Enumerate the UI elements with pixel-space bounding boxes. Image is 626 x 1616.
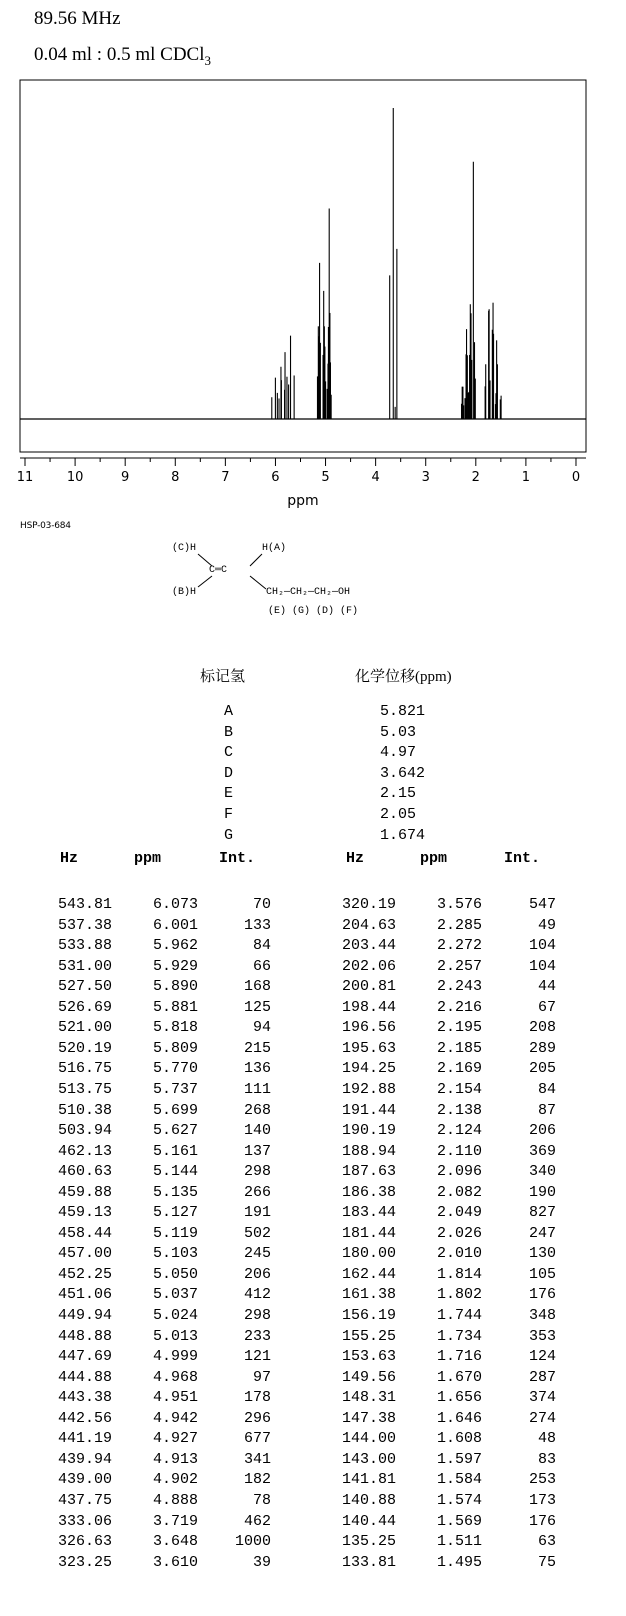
peak-cell-hz-left: 462.13 [57, 1142, 112, 1160]
h-b-label: (B)H [172, 587, 197, 598]
peak-cell-ppm-left: 5.127 [152, 1204, 198, 1222]
peak-cell-hz-right: 183.44 [341, 1204, 396, 1222]
spectrometer-frequency: 89.56 MHz [34, 8, 121, 29]
peak-cell-int-right: 547 [528, 896, 556, 913]
peak-cell-hz-left: 521.00 [57, 1019, 112, 1037]
peak-cell-hz-right: 135.25 [341, 1533, 396, 1551]
tick-layer [17, 458, 580, 485]
peak-cell-hz-right: 196.56 [341, 1019, 396, 1037]
peak-cell-hz-right: 198.44 [341, 998, 396, 1016]
peak-cell-hz-right: 147.38 [341, 1409, 396, 1427]
peak-cell-int-right: 84 [537, 1080, 556, 1098]
peak-cell-int-left: 298 [243, 1163, 271, 1181]
peak-cell-int-left: 97 [252, 1368, 271, 1386]
peak-row [0, 1266, 626, 1287]
peak-cell-int-left: 233 [243, 1327, 271, 1345]
peak-cell-hz-left: 451.06 [57, 1286, 112, 1304]
peak-cell-int-right: 130 [528, 1245, 556, 1263]
peak-cell-int-left: 502 [243, 1224, 271, 1242]
assignment-shift: 5.03 [380, 723, 417, 741]
x-tick-label: 11 [16, 470, 34, 485]
peak-cell-ppm-left: 5.929 [152, 957, 198, 975]
peak-cell-ppm-left: 5.809 [152, 1039, 198, 1057]
peak-cell-hz-left: 441.19 [57, 1430, 112, 1448]
chain-position-labels: (E) (G) (D) (F) [268, 606, 359, 617]
peak-cell-ppm-right: 2.124 [436, 1122, 482, 1140]
peak-cell-ppm-right: 1.608 [436, 1430, 482, 1448]
assignment-shift: 2.15 [380, 785, 417, 803]
peak-cell-ppm-right: 1.670 [436, 1368, 482, 1386]
assignment-label: C [224, 744, 234, 762]
peak-cell-ppm-right: 2.285 [436, 916, 482, 934]
peak-cell-ppm-left: 5.103 [152, 1245, 198, 1263]
peak-cell-int-left: 133 [243, 916, 271, 934]
peak-cell-int-right: 247 [528, 1224, 556, 1242]
peak-table-header [0, 850, 626, 870]
bond-chain [250, 576, 266, 589]
peak-cell-int-right: 63 [537, 1533, 556, 1551]
peak-layer [272, 108, 501, 419]
peak-cell-ppm-right: 1.744 [436, 1307, 482, 1324]
peak-cell-ppm-right: 3.576 [436, 896, 482, 913]
peak-row [0, 937, 626, 958]
peak-cell-hz-right: 191.44 [341, 1101, 396, 1119]
peak-cell-ppm-left: 3.719 [152, 1512, 198, 1530]
peak-cell-int-right: 369 [528, 1142, 556, 1160]
assignment-label: F [224, 806, 234, 823]
x-tick-label: 0 [571, 470, 581, 485]
peak-row [0, 978, 626, 999]
peak-cell-int-left: 191 [243, 1204, 271, 1222]
peak-cell-int-right: 176 [528, 1512, 556, 1530]
peak-cell-ppm-left: 4.927 [152, 1430, 198, 1448]
peak-row [0, 1410, 626, 1431]
solvent-text: 0.04 ml : 0.5 ml CDCl [34, 44, 205, 65]
peak-cell-hz-right: 156.19 [341, 1307, 396, 1324]
peak-cell-hz-left: 510.38 [57, 1101, 112, 1119]
peak-cell-hz-left: 443.38 [57, 1389, 112, 1407]
peak-row [0, 1492, 626, 1513]
peak-cell-int-right: 83 [537, 1450, 556, 1468]
peak-cell-ppm-right: 2.154 [436, 1080, 482, 1098]
peak-cell-hz-left: 447.69 [57, 1348, 112, 1366]
peak-row [0, 1430, 626, 1451]
peak-cell-int-right: 827 [528, 1204, 556, 1222]
peak-cell-int-left: 178 [243, 1389, 271, 1407]
x-tick-label: 1 [521, 470, 531, 485]
peak-cell-ppm-right: 2.138 [436, 1101, 482, 1119]
peak-cell-ppm-left: 5.962 [152, 937, 198, 955]
peak-cell-hz-right: 203.44 [341, 937, 396, 955]
peak-cell-int-left: 677 [243, 1430, 271, 1448]
assignment-label: B [224, 723, 234, 741]
peak-cell-hz-right: 187.63 [341, 1163, 396, 1181]
peak-cell-int-left: 298 [243, 1307, 271, 1324]
peak-row [0, 896, 626, 917]
peak-cell-int-left: 1000 [234, 1533, 271, 1551]
peak-cell-int-left: 215 [243, 1039, 271, 1057]
peak-cell-hz-right: 141.81 [341, 1471, 396, 1489]
x-tick-label: 5 [321, 470, 330, 485]
peak-cell-hz-left: 448.88 [57, 1327, 112, 1345]
peak-cell-int-right: 353 [528, 1327, 556, 1345]
peak-cell-int-right: 49 [537, 916, 556, 934]
peak-cell-hz-right: 195.63 [341, 1039, 396, 1057]
peak-cell-hz-right: 204.63 [341, 916, 396, 934]
peak-row [0, 999, 626, 1020]
peak-cell-hz-left: 439.00 [57, 1471, 112, 1489]
peak-cell-ppm-right: 1.734 [436, 1327, 482, 1345]
assignment-label: D [224, 764, 234, 782]
peak-cell-hz-right: 140.88 [341, 1491, 396, 1509]
peak-cell-ppm-left: 5.037 [152, 1286, 198, 1304]
peak-cell-hz-left: 449.94 [57, 1307, 112, 1324]
peak-row [0, 1143, 626, 1164]
x-tick-label: 10 [66, 470, 84, 485]
spectrum-code: HSP-03-684 [20, 521, 71, 531]
peak-cell-ppm-left: 4.888 [152, 1491, 198, 1509]
peak-row [0, 1348, 626, 1369]
peak-cell-int-left: 245 [243, 1245, 271, 1263]
chain-label: CH₂—CH₂—CH₂—OH [266, 587, 351, 598]
peak-cell-ppm-right: 2.195 [436, 1019, 482, 1037]
peak-cell-int-right: 104 [528, 937, 556, 955]
assignment-shift: 1.674 [380, 826, 426, 844]
peak-cell-ppm-right: 2.026 [436, 1224, 482, 1242]
peak-row [0, 1389, 626, 1410]
peak-cell-ppm-left: 5.135 [152, 1183, 198, 1201]
peak-cell-hz-left: 513.75 [57, 1080, 112, 1098]
peak-cell-ppm-right: 2.010 [436, 1245, 482, 1263]
peak-cell-ppm-right: 1.802 [436, 1286, 482, 1304]
solvent-subscript: 3 [204, 52, 211, 68]
double-bond-label: C═C [209, 565, 228, 576]
peak-cell-int-left: 111 [243, 1080, 271, 1098]
peak-cell-int-right: 253 [528, 1471, 556, 1489]
peak-cell-ppm-left: 5.627 [152, 1122, 198, 1140]
peak-cell-hz-right: 190.19 [341, 1122, 396, 1140]
peak-cell-ppm-left: 3.610 [152, 1553, 198, 1571]
peak-cell-int-left: 140 [243, 1122, 271, 1140]
peak-cell-hz-left: 444.88 [57, 1368, 112, 1386]
peak-cell-ppm-right: 1.597 [436, 1450, 482, 1468]
peak-cell-hz-left: 323.25 [57, 1553, 112, 1571]
assignment-label: G [224, 826, 234, 844]
peak-cell-int-right: 205 [528, 1060, 556, 1078]
peak-cell-int-left: 84 [252, 937, 271, 955]
peak-cell-int-right: 105 [528, 1265, 556, 1283]
peak-cell-int-right: 87 [537, 1101, 556, 1119]
peak-cell-int-right: 340 [528, 1163, 556, 1181]
peak-cell-hz-left: 531.00 [57, 957, 112, 975]
col-int-2: Int. [504, 850, 541, 867]
col-hz-1: Hz [60, 850, 79, 867]
peak-cell-ppm-right: 1.584 [436, 1471, 482, 1489]
peak-cell-hz-right: 149.56 [341, 1368, 396, 1386]
bond-lines [170, 543, 430, 638]
peak-row [0, 1163, 626, 1184]
peak-row [0, 1451, 626, 1472]
peak-row [0, 1369, 626, 1390]
peak-cell-ppm-right: 1.511 [436, 1533, 482, 1551]
peak-row [0, 1019, 626, 1040]
peak-cell-int-left: 94 [252, 1019, 271, 1037]
peak-cell-hz-left: 543.81 [57, 896, 112, 913]
peak-row [0, 1286, 626, 1307]
assignment-shift: 2.05 [380, 806, 417, 823]
peak-cell-int-left: 125 [243, 998, 271, 1016]
peak-cell-ppm-left: 5.818 [152, 1019, 198, 1037]
peak-cell-ppm-left: 4.951 [152, 1389, 198, 1407]
x-tick-label: 3 [421, 470, 430, 485]
col-ppm-1: ppm [134, 850, 162, 867]
peak-cell-hz-right: 144.00 [341, 1430, 396, 1448]
peak-cell-hz-left: 437.75 [57, 1491, 112, 1509]
peak-cell-int-right: 48 [537, 1430, 556, 1448]
peak-cell-hz-left: 537.38 [57, 916, 112, 934]
peak-cell-hz-right: 148.31 [341, 1389, 396, 1407]
peak-cell-ppm-left: 6.001 [152, 916, 198, 934]
h-a-label: H(A) [262, 543, 287, 554]
peak-cell-int-left: 39 [252, 1553, 271, 1571]
x-axis-label: ppm [287, 493, 319, 509]
peak-cell-ppm-right: 1.646 [436, 1409, 482, 1427]
nmr-spectrum-chart [0, 0, 626, 520]
peak-cell-hz-left: 458.44 [57, 1224, 112, 1242]
peak-cell-int-left: 462 [243, 1512, 271, 1530]
peak-cell-hz-left: 439.94 [57, 1450, 112, 1468]
peak-cell-ppm-right: 1.716 [436, 1348, 482, 1366]
peak-cell-int-left: 70 [252, 896, 271, 913]
x-tick-label: 8 [171, 470, 180, 485]
peak-cell-ppm-right: 1.574 [436, 1491, 482, 1509]
x-tick-label: 2 [471, 470, 480, 485]
assignment-label-header: 标记氢 [200, 669, 246, 685]
peak-cell-hz-left: 526.69 [57, 998, 112, 1016]
x-tick-label: 6 [271, 470, 280, 485]
bond-b-h [198, 576, 212, 587]
peak-cell-ppm-left: 5.890 [152, 978, 198, 996]
peak-cell-int-right: 104 [528, 957, 556, 975]
peak-cell-hz-left: 459.88 [57, 1183, 112, 1201]
peak-cell-int-right: 374 [528, 1389, 556, 1407]
peak-cell-int-right: 348 [528, 1307, 556, 1324]
peak-cell-ppm-left: 5.699 [152, 1101, 198, 1119]
peak-row [0, 1122, 626, 1143]
peak-cell-int-right: 173 [528, 1491, 556, 1509]
peak-cell-hz-right: 153.63 [341, 1348, 396, 1366]
peak-cell-ppm-right: 2.082 [436, 1183, 482, 1201]
peak-cell-hz-left: 527.50 [57, 978, 112, 996]
peak-cell-ppm-right: 2.272 [436, 937, 482, 955]
peak-cell-hz-right: 181.44 [341, 1224, 396, 1242]
peak-cell-hz-right: 133.81 [341, 1553, 396, 1571]
peak-cell-hz-left: 326.63 [57, 1533, 112, 1551]
peak-cell-int-right: 206 [528, 1122, 556, 1140]
peak-cell-hz-right: 200.81 [341, 978, 396, 996]
peak-cell-hz-left: 452.25 [57, 1265, 112, 1283]
peak-cell-int-left: 121 [243, 1348, 271, 1366]
peak-cell-hz-right: 202.06 [341, 957, 396, 975]
peak-cell-hz-right: 180.00 [341, 1245, 396, 1263]
assignment-label: A [224, 703, 234, 720]
peak-cell-hz-right: 161.38 [341, 1286, 396, 1304]
peak-cell-int-right: 287 [528, 1368, 556, 1386]
peak-cell-ppm-right: 2.049 [436, 1204, 482, 1222]
peak-cell-hz-left: 516.75 [57, 1060, 112, 1078]
peak-cell-int-right: 75 [537, 1553, 556, 1571]
peak-cell-hz-right: 192.88 [341, 1080, 396, 1098]
assignment-shift: 3.642 [380, 764, 426, 782]
peak-cell-ppm-right: 2.110 [436, 1142, 482, 1160]
peak-cell-hz-left: 442.56 [57, 1409, 112, 1427]
peak-cell-int-left: 182 [243, 1471, 271, 1489]
peak-row [0, 1307, 626, 1328]
peak-row [0, 1184, 626, 1205]
peak-cell-int-right: 67 [537, 998, 556, 1016]
peak-cell-int-left: 78 [252, 1491, 271, 1509]
col-ppm-2: ppm [420, 850, 448, 867]
peak-cell-int-left: 168 [243, 978, 271, 996]
peak-cell-hz-right: 162.44 [341, 1265, 396, 1283]
peak-cell-ppm-left: 3.648 [152, 1533, 198, 1551]
peak-cell-int-right: 124 [528, 1348, 556, 1366]
peak-cell-ppm-left: 4.968 [152, 1368, 198, 1386]
peak-cell-hz-right: 155.25 [341, 1327, 396, 1345]
peak-cell-ppm-left: 5.144 [152, 1163, 198, 1181]
peak-cell-int-left: 266 [243, 1183, 271, 1201]
peak-cell-int-right: 190 [528, 1183, 556, 1201]
bond-a-h [250, 554, 262, 566]
peak-row [0, 958, 626, 979]
peak-cell-hz-left: 457.00 [57, 1245, 112, 1263]
peak-cell-int-left: 66 [252, 957, 271, 975]
x-tick-label: 7 [221, 470, 230, 485]
assignment-shift: 5.821 [380, 703, 426, 720]
h-c-label: (C)H [172, 543, 197, 554]
assignment-label: E [224, 785, 234, 803]
peak-cell-hz-left: 459.13 [57, 1204, 112, 1222]
x-tick-label: 9 [121, 470, 130, 485]
peak-cell-ppm-left: 6.073 [152, 896, 198, 913]
peak-cell-hz-right: 140.44 [341, 1512, 396, 1530]
peak-cell-int-left: 136 [243, 1060, 271, 1078]
peak-cell-ppm-left: 4.999 [152, 1348, 198, 1366]
peak-cell-ppm-left: 4.902 [152, 1471, 198, 1489]
peak-cell-hz-right: 188.94 [341, 1142, 396, 1160]
peak-cell-ppm-right: 2.096 [436, 1163, 482, 1181]
peak-cell-hz-left: 460.63 [57, 1163, 112, 1181]
peak-cell-int-left: 341 [243, 1450, 271, 1468]
peak-cell-ppm-left: 5.024 [152, 1307, 198, 1324]
peak-cell-hz-left: 333.06 [57, 1512, 112, 1530]
peak-cell-hz-right: 143.00 [341, 1450, 396, 1468]
peak-cell-ppm-left: 4.913 [152, 1450, 198, 1468]
peak-row [0, 1245, 626, 1266]
peak-cell-int-left: 412 [243, 1286, 271, 1304]
peak-cell-ppm-left: 5.013 [152, 1327, 198, 1345]
peak-row [0, 1102, 626, 1123]
structure-diagram [170, 543, 430, 638]
peak-cell-int-right: 289 [528, 1039, 556, 1057]
peak-cell-int-right: 208 [528, 1019, 556, 1037]
x-tick-label: 4 [371, 470, 380, 485]
peak-cell-ppm-right: 1.656 [436, 1389, 482, 1407]
peak-row [0, 1328, 626, 1349]
peak-row [0, 1060, 626, 1081]
peak-cell-hz-right: 186.38 [341, 1183, 396, 1201]
assignment-shift: 4.97 [380, 744, 417, 762]
peak-cell-ppm-left: 5.737 [152, 1080, 198, 1098]
peak-cell-int-left: 268 [243, 1101, 271, 1119]
peak-cell-ppm-right: 1.495 [436, 1553, 482, 1571]
peak-cell-int-left: 296 [243, 1409, 271, 1427]
peak-row [0, 1513, 626, 1534]
peak-cell-ppm-left: 5.161 [152, 1142, 198, 1160]
peak-cell-ppm-left: 5.050 [152, 1265, 198, 1283]
peak-row [0, 1533, 626, 1554]
peak-cell-hz-right: 194.25 [341, 1060, 396, 1078]
peak-cell-int-left: 137 [243, 1142, 271, 1160]
peak-cell-int-left: 206 [243, 1265, 271, 1283]
peak-cell-ppm-left: 5.119 [152, 1224, 198, 1242]
peak-row [0, 1040, 626, 1061]
peak-cell-hz-left: 520.19 [57, 1039, 112, 1057]
peak-cell-ppm-left: 5.770 [152, 1060, 198, 1078]
peak-cell-int-right: 44 [537, 978, 556, 996]
peak-cell-int-right: 176 [528, 1286, 556, 1304]
peak-cell-ppm-right: 1.814 [436, 1265, 482, 1283]
peak-cell-ppm-left: 5.881 [152, 998, 198, 1016]
bond-c-h [198, 554, 212, 566]
peak-cell-ppm-right: 2.216 [436, 998, 482, 1016]
col-hz-2: Hz [346, 850, 365, 867]
peak-cell-ppm-right: 1.569 [436, 1512, 482, 1530]
assignment-shift-header: 化学位移(ppm) [355, 669, 452, 685]
peak-cell-ppm-right: 2.185 [436, 1039, 482, 1057]
peak-cell-hz-left: 533.88 [57, 937, 112, 955]
peak-row [0, 1081, 626, 1102]
peak-cell-ppm-right: 2.243 [436, 978, 482, 996]
peak-row [0, 917, 626, 938]
peak-cell-ppm-right: 2.257 [436, 957, 482, 975]
peak-row [0, 1225, 626, 1246]
peak-row [0, 1471, 626, 1492]
peak-row [0, 1554, 626, 1575]
peak-row [0, 1204, 626, 1225]
peak-cell-ppm-right: 2.169 [436, 1060, 482, 1078]
peak-cell-ppm-left: 4.942 [152, 1409, 198, 1427]
peak-cell-hz-right: 320.19 [341, 896, 396, 913]
col-int-1: Int. [219, 850, 256, 867]
peak-cell-hz-left: 503.94 [57, 1122, 112, 1140]
peak-cell-int-right: 274 [528, 1409, 556, 1427]
